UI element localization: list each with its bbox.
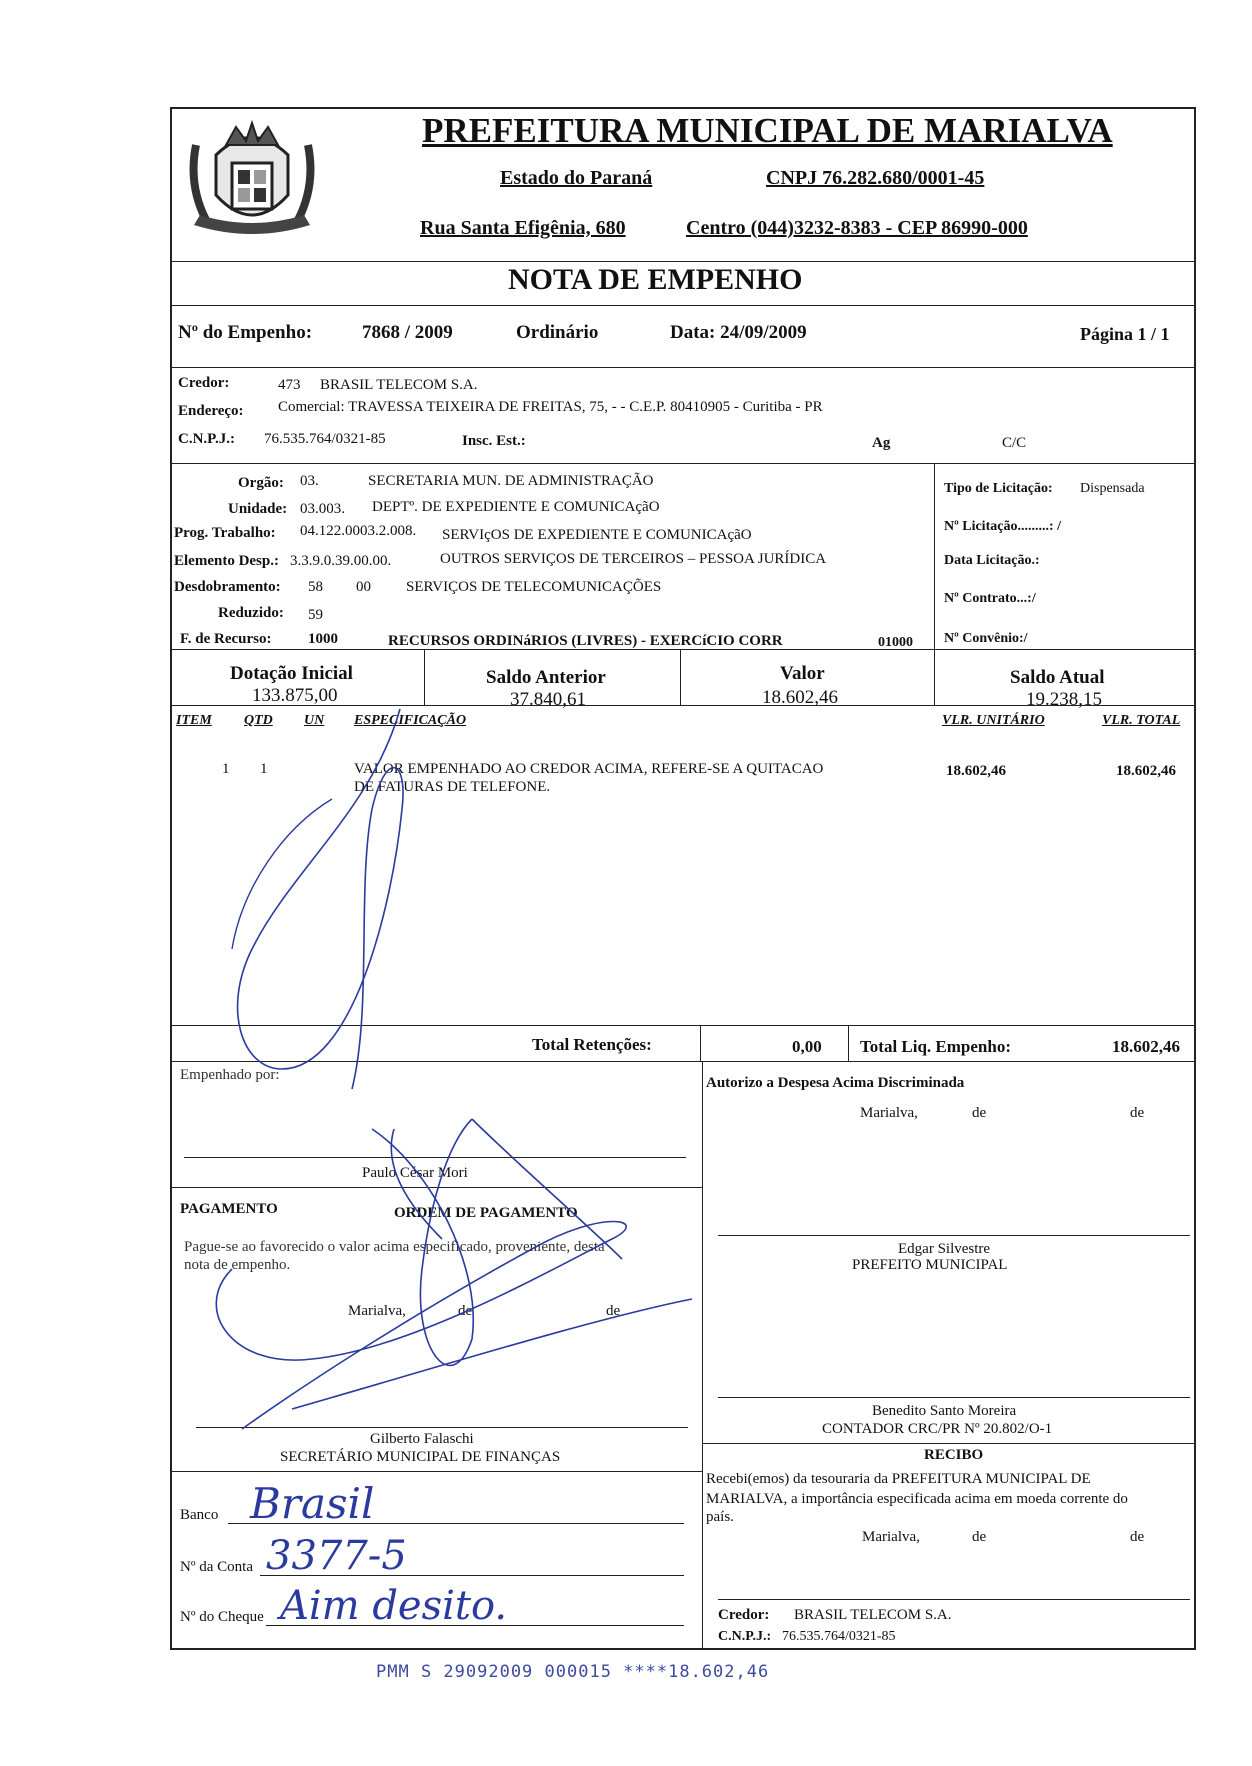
- tipo-licitacao-label: Tipo de Licitação:: [944, 481, 1053, 496]
- valor-label: Valor: [780, 663, 825, 684]
- header-address: Rua Santa Efigênia, 680: [420, 217, 626, 239]
- data-licitacao: Data Licitação.:: [944, 553, 1040, 568]
- credor-address: Comercial: TRAVESSA TEIXEIRA DE FREITAS, 75, - - C.E.P. 80410905 - Curitiba - PR: [278, 399, 823, 415]
- row-quantity: 1: [260, 761, 268, 777]
- cheque-label: Nº do Cheque: [180, 1609, 264, 1625]
- credor-cnpj: 76.535.764/0321-85: [264, 431, 386, 447]
- endereco-label: Endereço:: [178, 403, 244, 419]
- conta-label: Nº da Conta: [180, 1559, 253, 1575]
- total-retencoes-label: Total Retenções:: [532, 1035, 652, 1054]
- col-item: ITEM: [176, 713, 212, 728]
- saldo-anterior-value: 37.840,61: [510, 689, 586, 710]
- pagamento-label: PAGAMENTO: [180, 1201, 278, 1217]
- unidade-code: 03.003.: [300, 501, 345, 517]
- numero-licitacao: Nº Licitação.........: /: [944, 519, 1061, 534]
- total-retencoes-value: 0,00: [792, 1037, 822, 1056]
- recurso-code: 1000: [308, 631, 338, 647]
- elemento-name: OUTROS SERVIÇOS DE TERCEIROS – PESSOA JURÍDICA: [440, 551, 827, 567]
- orgao-name: SECRETARIA MUN. DE ADMINISTRAÇÃO: [368, 473, 654, 489]
- document-title: NOTA DE EMPENHO: [508, 263, 803, 296]
- col-un: UN: [304, 713, 325, 728]
- prog-trabalho-name: SERVIçOS DE EXPEDIENTE E COMUNICAçãO: [442, 527, 752, 543]
- desdobramento-code-1: 58: [308, 579, 323, 595]
- insc-est-label: Insc. Est.:: [462, 433, 526, 449]
- contador-role: CONTADOR CRC/PR Nº 20.802/O-1: [822, 1421, 1053, 1437]
- recibo-credor-name: BRASIL TELECOM S.A.: [794, 1607, 952, 1623]
- coat-of-arms-icon: [186, 115, 318, 243]
- autorizo-de-1: de: [972, 1105, 987, 1121]
- recibo-text-line-1: Recebi(emos) da tesouraria da PREFEITURA MUNICIPAL DE: [706, 1471, 1091, 1487]
- pagamento-de-1: de: [458, 1303, 473, 1319]
- credor-label: Credor:: [178, 375, 230, 391]
- cnpj-header: CNPJ 76.282.680/0001-45: [766, 167, 985, 189]
- total-liquido-label: Total Liq. Empenho:: [860, 1037, 1011, 1056]
- recibo-text-line-3: país.: [706, 1509, 734, 1525]
- recurso-number: 01000: [878, 635, 913, 650]
- dotacao-inicial-value: 133.875,00: [252, 685, 338, 706]
- col-valor-total: VLR. TOTAL: [1102, 713, 1181, 728]
- page-number: Página 1 / 1: [1080, 324, 1170, 344]
- prog-trabalho-label: Prog. Trabalho:: [174, 525, 276, 541]
- dotacao-inicial-label: Dotação Inicial: [230, 663, 353, 684]
- state-name: Estado do Paraná: [500, 167, 653, 189]
- banco-handwritten: Brasil: [250, 1479, 375, 1528]
- valor-value: 18.602,46: [762, 687, 838, 708]
- prog-trabalho-code: 04.122.0003.2.008.: [300, 523, 417, 539]
- recibo-de-2: de: [1130, 1529, 1145, 1545]
- recibo-cnpj-label: C.N.P.J.:: [718, 1629, 772, 1644]
- credor-code: 473: [278, 377, 301, 393]
- empenho-number: 7868 / 2009: [362, 322, 453, 343]
- pagamento-text-line-2: nota de empenho.: [184, 1257, 291, 1273]
- saldo-atual-label: Saldo Atual: [1010, 667, 1105, 688]
- row-item-number: 1: [222, 761, 230, 777]
- total-liquido-value: 18.602,46: [1112, 1037, 1180, 1056]
- desdobramento-name: SERVIÇOS DE TELECOMUNICAÇÕES: [406, 579, 662, 595]
- unidade-name: DEPTº. DE EXPEDIENTE E COMUNICAçãO: [372, 499, 660, 515]
- empenho-type: Ordinário: [516, 322, 599, 343]
- desdobramento-label: Desdobramento:: [174, 579, 281, 595]
- municipality-title: PREFEITURA MUNICIPAL DE MARIALVA: [422, 111, 1113, 150]
- recibo-credor-label: Credor:: [718, 1607, 770, 1623]
- empenho-label: Nº do Empenho:: [178, 322, 313, 343]
- reduzido-code: 59: [308, 607, 323, 623]
- row-total-value: 18.602,46: [1116, 763, 1176, 779]
- ag-label: Ag: [872, 435, 891, 451]
- empenhado-por-label: Empenhado por:: [180, 1067, 280, 1083]
- col-valor-unitario: VLR. UNITÁRIO: [942, 713, 1045, 728]
- row-unit-value: 18.602,46: [946, 763, 1006, 779]
- secretario-role: SECRETÁRIO MUNICIPAL DE FINANÇAS: [280, 1449, 561, 1465]
- desdobramento-code-2: 00: [356, 579, 371, 595]
- orgao-label: Orgão:: [238, 475, 284, 491]
- prefeito-name: Edgar Silvestre: [898, 1241, 991, 1257]
- recibo-de-1: de: [972, 1529, 987, 1545]
- numero-contrato: Nº Contrato...:/: [944, 591, 1036, 606]
- pagamento-de-2: de: [606, 1303, 621, 1319]
- saldo-atual-value: 19.238,15: [1026, 689, 1102, 710]
- ordem-pagamento-label: ORDEM DE PAGAMENTO: [394, 1205, 578, 1221]
- cnpj-label: C.N.P.J.:: [178, 431, 235, 447]
- cc-label: C/C: [1002, 435, 1027, 451]
- recibo-city: Marialva,: [862, 1529, 920, 1545]
- tipo-licitacao-value: Dispensada: [1080, 481, 1145, 496]
- reduzido-label: Reduzido:: [218, 605, 284, 621]
- autorizo-label: Autorizo a Despesa Acima Discriminada: [706, 1075, 965, 1091]
- pagamento-text-line-1: Pague-se ao favorecido o valor acima especificado, proveniente, desta: [184, 1239, 605, 1255]
- autorizo-de-2: de: [1130, 1105, 1145, 1121]
- unidade-label: Unidade:: [228, 501, 288, 517]
- contador-name: Benedito Santo Moreira: [872, 1403, 1017, 1419]
- nota-empenho-form: [170, 107, 1196, 1650]
- recibo-text-line-2: MARIALVA, a importância especificada acima em moeda corrente do: [706, 1491, 1128, 1507]
- col-qtd: QTD: [244, 713, 273, 728]
- empenhado-por-name: Paulo César Mori: [362, 1165, 468, 1181]
- cheque-handwritten: Aim desito.: [280, 1583, 508, 1629]
- recurso-label: F. de Recurso:: [180, 631, 272, 647]
- numero-convenio: Nº Convênio:/: [944, 631, 1028, 646]
- recibo-title: RECIBO: [924, 1447, 984, 1463]
- autorizo-city: Marialva,: [860, 1105, 918, 1121]
- col-especificacao: ESPECIFICAÇÃO: [354, 713, 467, 728]
- row-description-line-1: VALOR EMPENHADO AO CREDOR ACIMA, REFERE-SE A QUITACAO: [354, 761, 824, 777]
- elemento-code: 3.3.9.0.39.00.00.: [290, 553, 392, 569]
- prefeito-role: PREFEITO MUNICIPAL: [852, 1257, 1008, 1273]
- elemento-label: Elemento Desp.:: [174, 553, 279, 569]
- saldo-anterior-label: Saldo Anterior: [486, 667, 606, 688]
- row-description-line-2: DE FATURAS DE TELEFONE.: [354, 779, 551, 795]
- pagamento-city: Marialva,: [348, 1303, 406, 1319]
- header-contact: Centro (044)3232-8383 - CEP 86990-000: [686, 217, 1028, 239]
- empenho-date: Data: 24/09/2009: [670, 322, 807, 343]
- credor-name: BRASIL TELECOM S.A.: [320, 377, 478, 393]
- recurso-name: RECURSOS ORDINáRIOS (LIVRES) - EXERCíCIO CORR: [388, 633, 783, 649]
- banco-label: Banco: [180, 1507, 219, 1523]
- recibo-cnpj: 76.535.764/0321-85: [782, 1629, 896, 1644]
- secretario-name: Gilberto Falaschi: [370, 1431, 474, 1447]
- orgao-code: 03.: [300, 473, 319, 489]
- payment-stamp: PMM S 29092009 000015 ****18.602,46: [376, 1662, 770, 1682]
- conta-handwritten: 3377-5: [266, 1533, 407, 1579]
